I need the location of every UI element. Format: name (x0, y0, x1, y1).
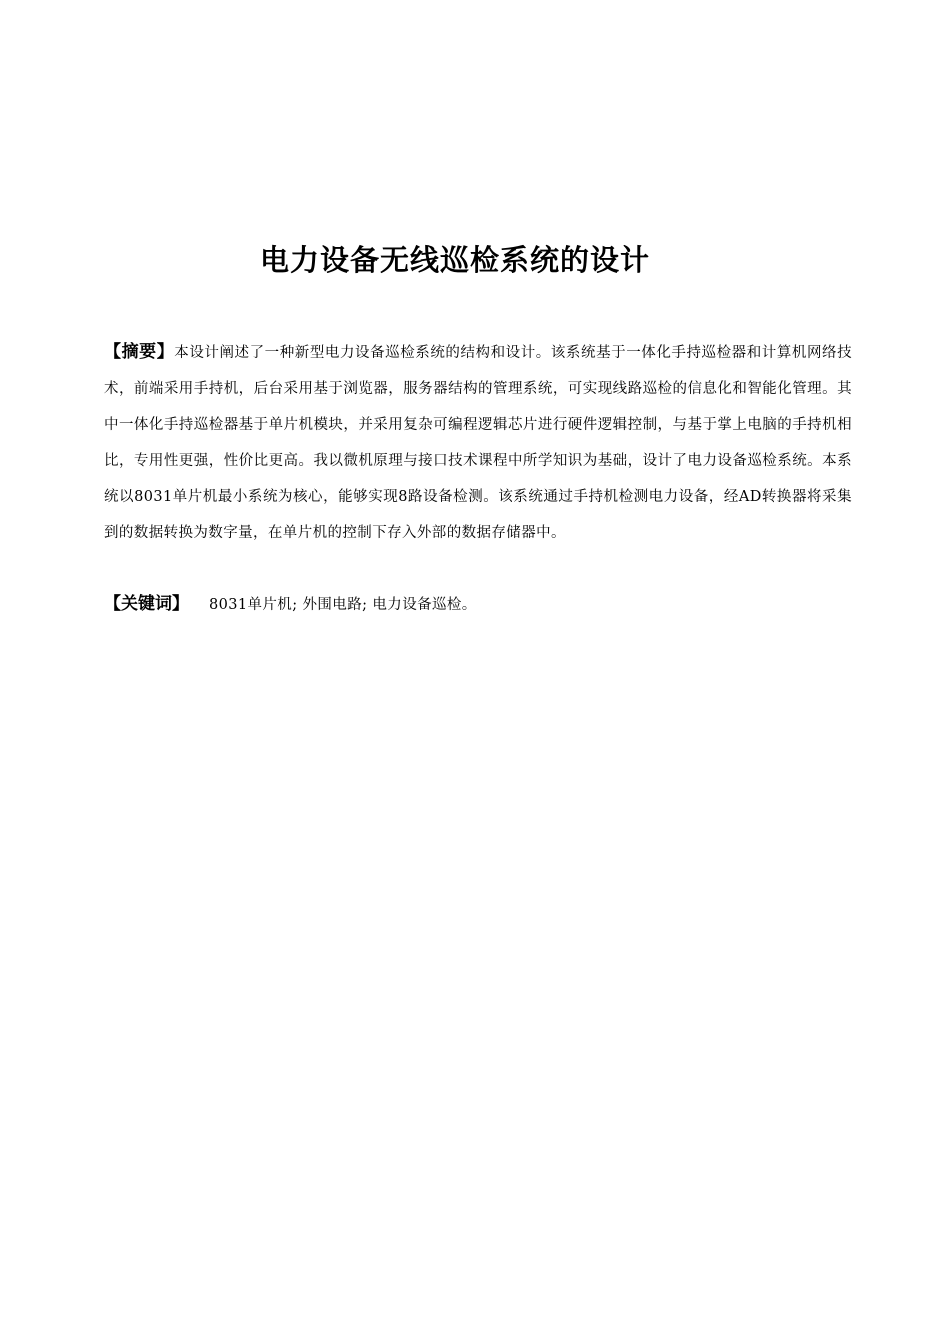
abstract-paragraph (104, 334, 852, 551)
keywords-text: 8031单片机; 外围电路; 电力设备巡检。 (209, 597, 477, 613)
keywords-line (104, 586, 852, 623)
abstract-text: 本设计阐述了一种新型电力设备巡检系统的结构和设计。该系统基于一体化手持巡检器和计算机网络技术，前端采用手持机，后台采用基于浏览器，服务器结构的管理系统，可实现线路巡检的信息化和智能化管理。其中一体化手持巡检器基于单片机模块，并采用复杂可编程逻辑芯片进行硬件逻辑控制，与基于掌上电脑的手持机相比，专用性更强，性价比更高。我以微机原理与接口技术课程中所学知识为基础，设计了电力设备巡检系统。本系统以8031单片机最小系统为核心，能够实现8路设备检测。该系统通过手持机检测电力设备，经AD转换器将采集到的数据转换为数字量，在单片机的控制下存入外部的数据存储器中。 (104, 345, 852, 541)
document-title: 电力设备无线巡检系统的设计 (259, 243, 650, 277)
keywords-label: 【关键词】 (104, 594, 189, 614)
abstract-label: 【摘要】 (104, 342, 175, 362)
